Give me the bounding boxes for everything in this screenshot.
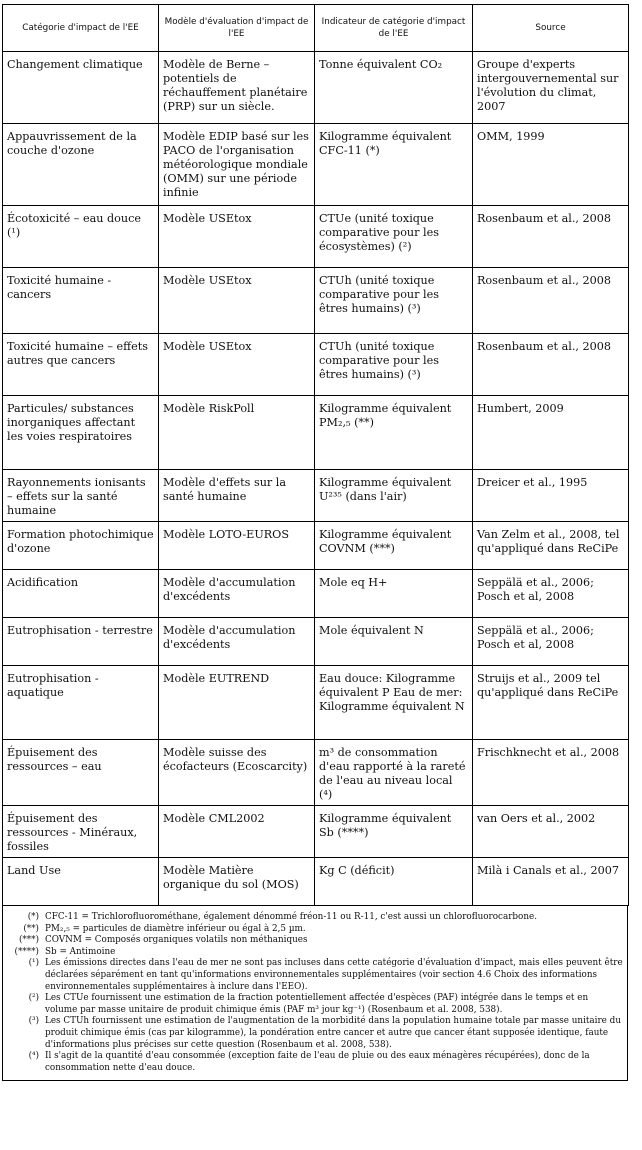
impact-category-document xyxy=(2,4,628,1081)
cell-indicator: CTUh (unité toxique comparative pour les êtres humains) (³) xyxy=(315,334,473,396)
table-row xyxy=(3,570,629,618)
footnote xyxy=(7,1051,623,1074)
cell-indicator: Mole équivalent N xyxy=(315,618,473,666)
cell-category: Formation photochimique d'ozone xyxy=(3,522,159,570)
cell-category: Rayonnements ionisants – effets sur la santé humaine xyxy=(3,470,159,522)
cell-source: Humbert, 2009 xyxy=(473,396,629,470)
cell-category: Eutrophisation - terrestre xyxy=(3,618,159,666)
column-header-source: Source xyxy=(473,5,629,52)
footnote xyxy=(7,947,623,959)
table-body xyxy=(3,52,629,906)
cell-indicator: Kilogramme équivalent PM₂,₅ (**) xyxy=(315,396,473,470)
table-row xyxy=(3,206,629,268)
cell-source: Dreicer et al., 1995 xyxy=(473,470,629,522)
cell-indicator: Tonne équivalent CO₂ xyxy=(315,52,473,124)
footnote xyxy=(7,924,623,936)
footnote-marker: (²) xyxy=(28,993,39,1004)
cell-category: Acidification xyxy=(3,570,159,618)
column-header-model: Modèle d'évaluation d'impact de l'EE xyxy=(159,5,315,52)
cell-source: Van Zelm et al., 2008, tel qu'appliqué dans ReCiPe xyxy=(473,522,629,570)
footnote-text: CFC-11 = Trichlorofluorométhane, également dénommé fréon-11 ou R-11, c'est aussi un chlorofluorocarbone. xyxy=(45,912,538,922)
footnote xyxy=(7,935,623,947)
cell-model: Modèle suisse des écofacteurs (Ecoscarcity) xyxy=(159,740,315,806)
table-row xyxy=(3,740,629,806)
cell-indicator: m³ de consommation d'eau rapporté à la rareté de l'eau au niveau local (⁴) xyxy=(315,740,473,806)
column-header-indicator: Indicateur de catégorie d'impact de l'EE xyxy=(315,5,473,52)
cell-source: Frischknecht et al., 2008 xyxy=(473,740,629,806)
cell-indicator: Eau douce: Kilogramme équivalent P Eau de mer: Kilogramme équivalent N xyxy=(315,666,473,740)
table-row xyxy=(3,666,629,740)
table-row xyxy=(3,268,629,334)
table-row xyxy=(3,858,629,906)
cell-category: Épuisement des ressources – eau xyxy=(3,740,159,806)
table-row xyxy=(3,334,629,396)
cell-category: Écotoxicité – eau douce (¹) xyxy=(3,206,159,268)
impact-category-table xyxy=(2,4,629,906)
footnote-text: Sb = Antimoine xyxy=(45,946,116,957)
table-row xyxy=(3,396,629,470)
cell-model: Modèle EUTREND xyxy=(159,666,315,740)
cell-source: van Oers et al., 2002 xyxy=(473,806,629,858)
cell-model: Modèle EDIP basé sur les PACO de l'organisation météorologique mondiale (OMM) sur une période infinie xyxy=(159,124,315,206)
cell-indicator: Kg C (déficit) xyxy=(315,858,473,906)
footnote xyxy=(7,958,623,993)
table-row xyxy=(3,522,629,570)
cell-model: Modèle LOTO-EUROS xyxy=(159,522,315,570)
table-row xyxy=(3,52,629,124)
cell-category: Particules/ substances inorganiques affectant les voies respiratoires xyxy=(3,396,159,470)
table-row xyxy=(3,124,629,206)
cell-model: Modèle d'accumulation d'excédents xyxy=(159,570,315,618)
cell-indicator: Kilogramme équivalent CFC-11 (*) xyxy=(315,124,473,206)
footnote xyxy=(7,993,623,1016)
cell-indicator: Kilogramme équivalent COVNM (***) xyxy=(315,522,473,570)
cell-model: Modèle CML2002 xyxy=(159,806,315,858)
cell-indicator: CTUh (unité toxique comparative pour les êtres humains) (³) xyxy=(315,268,473,334)
footnote xyxy=(7,912,623,924)
footnote-marker: (⁴) xyxy=(28,1051,39,1062)
cell-source: Rosenbaum et al., 2008 xyxy=(473,334,629,396)
cell-source: OMM, 1999 xyxy=(473,124,629,206)
footnote-marker: (**) xyxy=(23,923,39,934)
cell-category: Appauvrissement de la couche d'ozone xyxy=(3,124,159,206)
cell-model: Modèle USEtox xyxy=(159,334,315,396)
cell-source: Rosenbaum et al., 2008 xyxy=(473,268,629,334)
footnote-text: Les CTUe fournissent une estimation de la fraction potentiellement affectée d'espèces (PAF) intégrée dans le temps et en volume par masse unitaire de produit chimique émis (PAF m³ jour kg⁻¹) (Rosenbaum et al. 2008, 538). xyxy=(45,993,589,1015)
footnote-marker: (****) xyxy=(14,946,39,957)
footnotes xyxy=(2,906,628,1081)
footnote-marker: (¹) xyxy=(28,958,39,969)
cell-source: Struijs et al., 2009 tel qu'appliqué dans ReCiPe xyxy=(473,666,629,740)
cell-model: Modèle d'accumulation d'excédents xyxy=(159,618,315,666)
footnote-marker: (*) xyxy=(27,912,39,922)
cell-category: Toxicité humaine - cancers xyxy=(3,268,159,334)
cell-model: Modèle de Berne – potentiels de réchauffement planétaire (PRP) sur un siècle. xyxy=(159,52,315,124)
footnote-marker: (³) xyxy=(28,1016,39,1027)
cell-indicator: Mole eq H+ xyxy=(315,570,473,618)
cell-indicator: Kilogramme équivalent U²³⁵ (dans l'air) xyxy=(315,470,473,522)
footnote xyxy=(7,1016,623,1051)
cell-model: Modèle Matière organique du sol (MOS) xyxy=(159,858,315,906)
cell-source: Seppälä et al., 2006; Posch et al, 2008 xyxy=(473,570,629,618)
cell-model: Modèle USEtox xyxy=(159,268,315,334)
table-header-row xyxy=(3,5,629,52)
cell-category: Eutrophisation - aquatique xyxy=(3,666,159,740)
cell-source: Milà i Canals et al., 2007 xyxy=(473,858,629,906)
footnote-text: Les émissions directes dans l'eau de mer ne sont pas incluses dans cette catégorie d'évaluation d'impact, mais elles peuvent être déclarées séparément en tant qu'informations environnementales supplémentaires (voir section 4.6 Choix des informations environnementales supplémentaires à inclure dans l'EEO). xyxy=(45,958,623,992)
cell-source: Rosenbaum et al., 2008 xyxy=(473,206,629,268)
footnote-text: Les CTUh fournissent une estimation de l'augmentation de la morbidité dans la population humaine totale par masse unitaire du produit chimique émis (cas par kilogramme), la pondération entre cancer et autre que cancer étant supposée identique, faute d'informations plus précises sur cette question (Rosenbaum et al. 2008, 538). xyxy=(45,1016,621,1050)
table-row xyxy=(3,806,629,858)
footnote-text: PM₂,₅ = particules de diamètre inférieur ou égal à 2,5 µm. xyxy=(45,923,306,934)
footnote-text: COVNM = Composés organiques volatils non méthaniques xyxy=(45,935,308,946)
cell-category: Toxicité humaine – effets autres que cancers xyxy=(3,334,159,396)
cell-category: Changement climatique xyxy=(3,52,159,124)
cell-indicator: Kilogramme équivalent Sb (****) xyxy=(315,806,473,858)
table-row xyxy=(3,618,629,666)
cell-model: Modèle d'effets sur la santé humaine xyxy=(159,470,315,522)
cell-source: Groupe d'experts intergouvernemental sur l'évolution du climat, 2007 xyxy=(473,52,629,124)
cell-source: Seppälä et al., 2006; Posch et al, 2008 xyxy=(473,618,629,666)
cell-category: Land Use xyxy=(3,858,159,906)
table-row xyxy=(3,470,629,522)
column-header-category: Catégorie d'impact de l'EE xyxy=(3,5,159,52)
footnote-marker: (***) xyxy=(18,935,39,946)
footnote-text: Il s'agit de la quantité d'eau consommée (exception faite de l'eau de pluie ou des eaux ménagères récupérées), donc de la consommation nette d'eau douce. xyxy=(45,1051,590,1073)
cell-indicator: CTUe (unité toxique comparative pour les écosystèmes) (²) xyxy=(315,206,473,268)
cell-model: Modèle USEtox xyxy=(159,206,315,268)
cell-model: Modèle RiskPoll xyxy=(159,396,315,470)
cell-category: Épuisement des ressources - Minéraux, fossiles xyxy=(3,806,159,858)
